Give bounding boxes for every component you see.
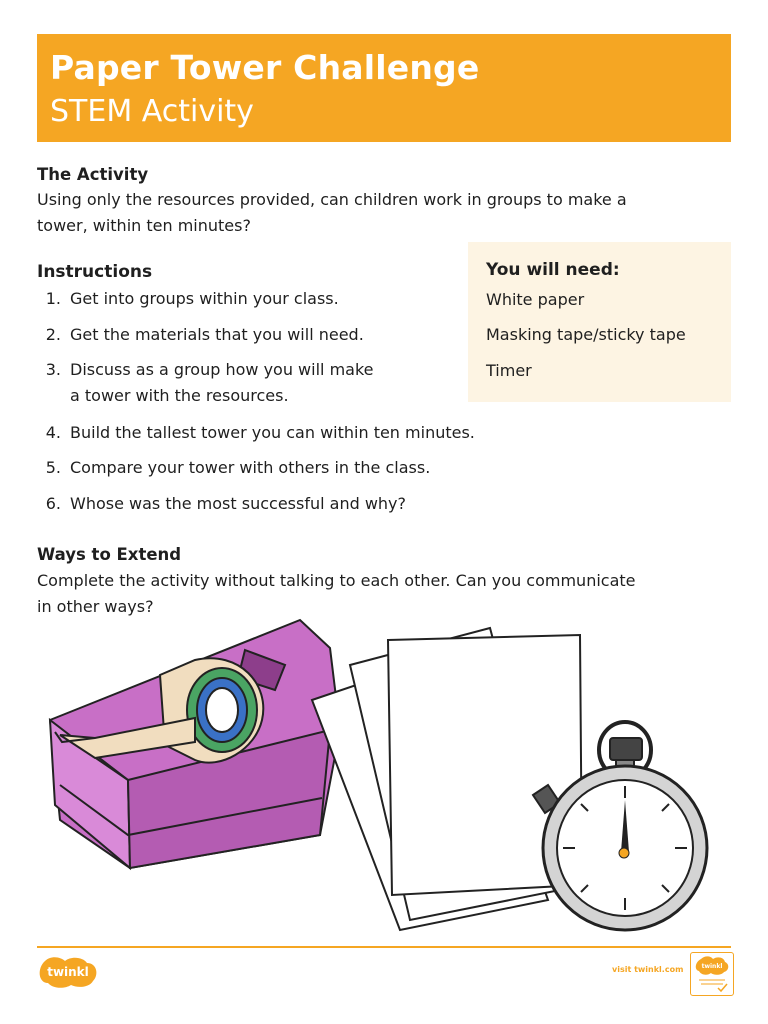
instruction-text: Compare your tower with others in the class. [70, 458, 431, 477]
instructions-heading: Instructions [37, 262, 153, 282]
paper-stack-icon [312, 628, 582, 930]
materials-item: Masking tape/sticky tape [486, 325, 686, 344]
instruction-number: 4. [45, 423, 61, 442]
quality-badge [690, 952, 734, 996]
materials-item: Timer [486, 361, 532, 380]
tape-dispenser-icon [50, 620, 340, 868]
activity-line-2: tower, within ten minutes? [37, 216, 251, 235]
logo-text: twinkl [47, 965, 89, 979]
instruction-number: 5. [45, 458, 61, 477]
instruction-number: 2. [45, 325, 61, 344]
materials-box [468, 242, 731, 402]
instruction-text: Get the materials that you will need. [70, 325, 364, 344]
footer-divider [37, 946, 731, 948]
page-subtitle: STEM Activity [50, 94, 254, 129]
instruction-text: Get into groups within your class. [70, 289, 339, 308]
instruction-number: 3. [45, 360, 61, 379]
page-title: Paper Tower Challenge [50, 48, 480, 87]
instruction-number: 6. [45, 494, 61, 513]
materials-item: White paper [486, 290, 585, 309]
instruction-number: 1. [45, 289, 61, 308]
visit-link[interactable]: visit twinkl.com [612, 965, 684, 974]
badge-icon [691, 953, 733, 995]
materials-heading: You will need: [486, 260, 620, 280]
instruction-text-cont: a tower with the resources. [70, 386, 289, 405]
badge-text: twinkl [701, 963, 723, 970]
twinkl-logo[interactable] [37, 955, 99, 989]
extend-line-2: in other ways? [37, 597, 154, 616]
activity-line-1: Using only the resources provided, can children work in groups to make a [37, 190, 627, 209]
title-banner [37, 34, 731, 142]
extend-heading: Ways to Extend [37, 545, 182, 564]
instruction-text: Discuss as a group how you will make [70, 360, 374, 379]
activity-heading: The Activity [37, 165, 149, 184]
illustration-area [0, 610, 768, 940]
extend-line-1: Complete the activity without talking to each other. Can you communicate [37, 571, 636, 590]
instruction-text: Build the tallest tower you can within ten minutes. [70, 423, 475, 442]
instruction-text: Whose was the most successful and why? [70, 494, 407, 513]
